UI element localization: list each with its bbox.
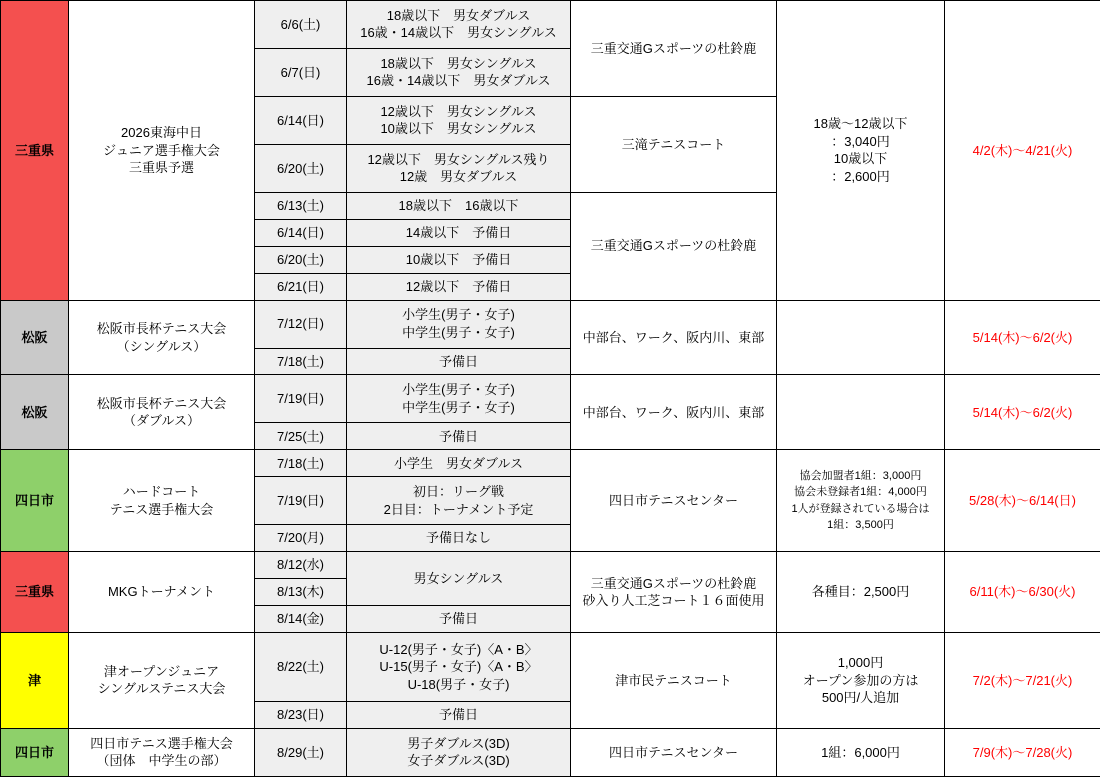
event-name-cell: 2026東海中日 ジュニア選手権大会 三重県予選 [69, 1, 255, 301]
entry-period-cell: 7/2(木)〜7/21(火) [945, 633, 1100, 729]
category-cell: 12歳以下 男女シングルス残り 12歳 男女ダブルス [347, 144, 571, 192]
category-cell: 18歳以下 男女シングルス 16歳・14歳以下 男女ダブルス [347, 48, 571, 96]
date-cell: 6/6(土) [255, 1, 347, 49]
category-cell: U-12(男子・女子)〈A・B〉 U-15(男子・女子)〈A・B〉 U-18(男子・女子) [347, 633, 571, 702]
fee-cell: 協会加盟者1組：3,000円 協会未登録者1組：4,000円 1人が登録されている場合は 1組：3,500円 [777, 450, 945, 552]
date-cell: 6/13(土) [255, 192, 347, 219]
venue-cell: 中部台、ワーク、阪内川、東部 [571, 375, 777, 450]
category-cell: 12歳以下 予備日 [347, 273, 571, 300]
entry-period-cell: 4/2(木)〜4/21(火) [945, 1, 1100, 301]
category-cell: 初日：リーグ戦 2日目：トーナメント予定 [347, 477, 571, 525]
category-cell: 男子ダブルス(3D) 女子ダブルス(3D) [347, 728, 571, 776]
event-name-cell: 四日市テニス選手権大会 （団体 中学生の部） [69, 728, 255, 776]
date-cell: 6/14(日) [255, 219, 347, 246]
region-cell: 四日市 [1, 450, 69, 552]
event-name-cell: ハードコート テニス選手権大会 [69, 450, 255, 552]
event-name-cell: 松阪市長杯テニス大会 （シングルス） [69, 300, 255, 375]
table-row [1, 450, 1100, 477]
date-cell: 8/23(日) [255, 701, 347, 728]
fee-cell: 各種目：2,500円 [777, 552, 945, 633]
table-row [1, 300, 1100, 348]
category-cell: 10歳以下 予備日 [347, 246, 571, 273]
date-cell: 8/14(金) [255, 606, 347, 633]
table-row [1, 728, 1100, 776]
fee-cell: 1,000円 オープン参加の方は 500円/人追加 [777, 633, 945, 729]
region-cell: 松阪 [1, 300, 69, 375]
venue-cell: 三重交通Gスポーツの杜鈴鹿 [571, 1, 777, 97]
region-cell: 四日市 [1, 728, 69, 776]
fee-cell [777, 375, 945, 450]
entry-period-cell: 5/28(木)〜6/14(日) [945, 450, 1100, 552]
table-row [1, 1, 1100, 49]
date-cell: 6/21(日) [255, 273, 347, 300]
category-cell: 予備日 [347, 606, 571, 633]
category-cell: 小学生(男子・女子) 中学生(男子・女子) [347, 375, 571, 423]
category-cell: 小学生(男子・女子) 中学生(男子・女子) [347, 300, 571, 348]
venue-cell: 津市民テニスコート [571, 633, 777, 729]
venue-cell: 三重交通Gスポーツの杜鈴鹿 [571, 192, 777, 300]
venue-cell: 三滝テニスコート [571, 96, 777, 192]
category-cell: 14歳以下 予備日 [347, 219, 571, 246]
region-cell: 三重県 [1, 552, 69, 633]
date-cell: 8/29(土) [255, 728, 347, 776]
date-cell: 7/12(日) [255, 300, 347, 348]
table-row [1, 552, 1100, 579]
venue-cell: 四日市テニスセンター [571, 728, 777, 776]
date-cell: 8/13(木) [255, 579, 347, 606]
date-cell: 6/20(土) [255, 144, 347, 192]
fee-cell: 18歳〜12歳以下 ：3,040円 10歳以下 ：2,600円 [777, 1, 945, 301]
date-cell: 7/25(土) [255, 423, 347, 450]
category-cell: 予備日 [347, 348, 571, 375]
category-cell: 12歳以下 男女シングルス 10歳以下 男女シングルス [347, 96, 571, 144]
entry-period-cell: 5/14(木)〜6/2(火) [945, 300, 1100, 375]
region-cell: 松阪 [1, 375, 69, 450]
event-name-cell: MKGトーナメント [69, 552, 255, 633]
category-cell: 小学生 男女ダブルス [347, 450, 571, 477]
date-cell: 8/12(水) [255, 552, 347, 579]
event-name-cell: 松阪市長杯テニス大会 （ダブルス） [69, 375, 255, 450]
fee-cell: 1組：6,000円 [777, 728, 945, 776]
date-cell: 7/19(日) [255, 375, 347, 423]
category-cell: 18歳以下 16歳以下 [347, 192, 571, 219]
category-cell: 予備日 [347, 423, 571, 450]
entry-period-cell: 5/14(木)〜6/2(火) [945, 375, 1100, 450]
date-cell: 7/18(土) [255, 450, 347, 477]
venue-cell: 三重交通Gスポーツの杜鈴鹿 砂入り人工芝コート１６面使用 [571, 552, 777, 633]
table-row [1, 633, 1100, 702]
venue-cell: 四日市テニスセンター [571, 450, 777, 552]
table-row [1, 375, 1100, 423]
category-cell: 予備日なし [347, 525, 571, 552]
venue-cell: 中部台、ワーク、阪内川、東部 [571, 300, 777, 375]
date-cell: 6/20(土) [255, 246, 347, 273]
entry-period-cell: 7/9(木)〜7/28(火) [945, 728, 1100, 776]
date-cell: 7/19(日) [255, 477, 347, 525]
category-cell: 予備日 [347, 701, 571, 728]
region-cell: 三重県 [1, 1, 69, 301]
entry-period-cell: 6/11(木)〜6/30(火) [945, 552, 1100, 633]
category-cell: 18歳以下 男女ダブルス 16歳・14歳以下 男女シングルス [347, 1, 571, 49]
date-cell: 8/22(土) [255, 633, 347, 702]
date-cell: 6/7(日) [255, 48, 347, 96]
date-cell: 7/20(月) [255, 525, 347, 552]
fee-cell [777, 300, 945, 375]
category-cell: 男女シングルス [347, 552, 571, 606]
event-name-cell: 津オープンジュニア シングルステニス大会 [69, 633, 255, 729]
region-cell: 津 [1, 633, 69, 729]
date-cell: 6/14(日) [255, 96, 347, 144]
date-cell: 7/18(土) [255, 348, 347, 375]
